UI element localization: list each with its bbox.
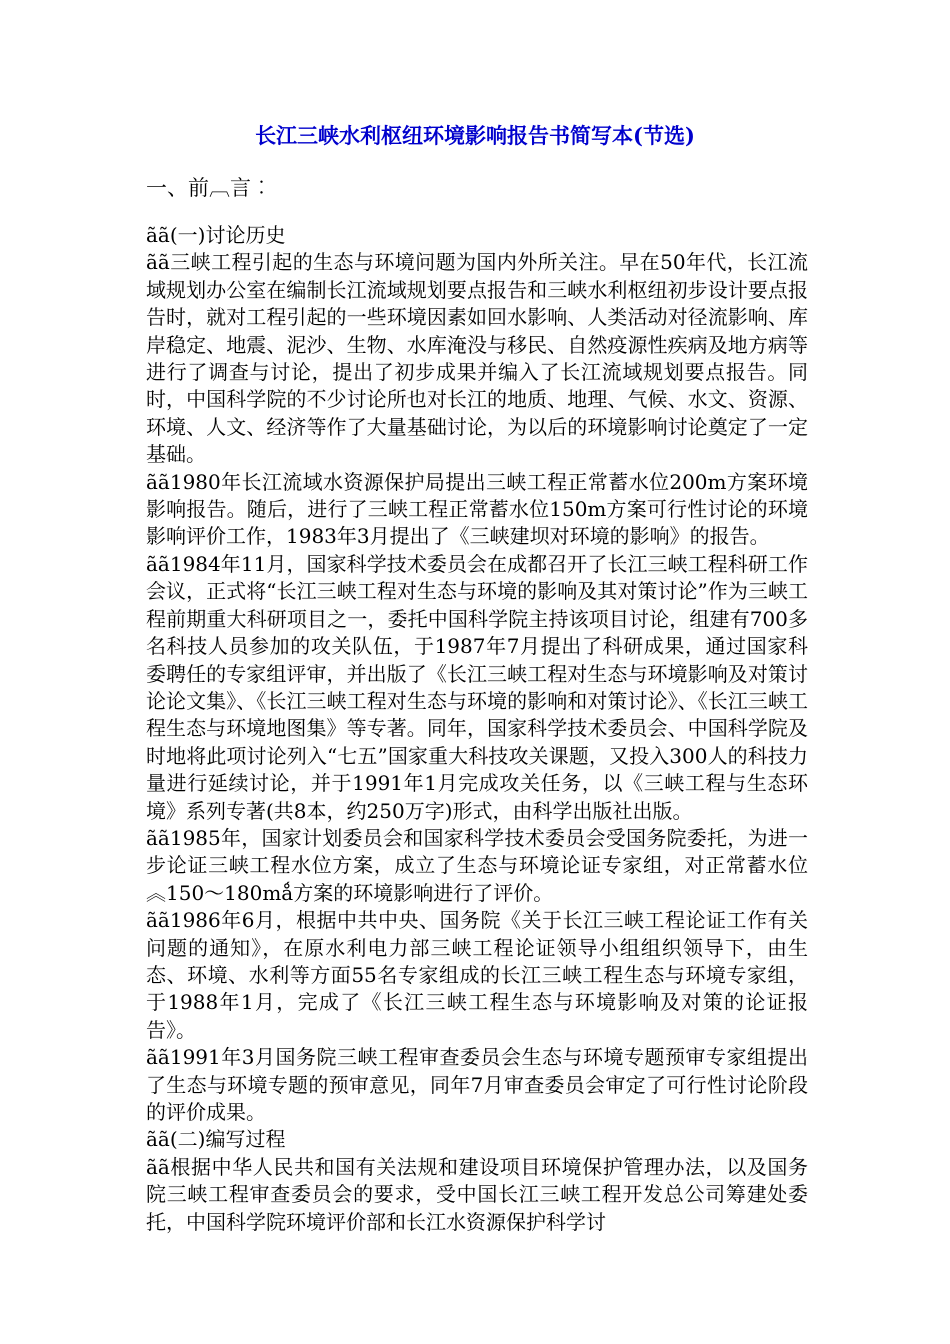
paragraph: ãã1985年，国家计划委员会和国家科学技术委员会受国务院委托，为进一步论证三峡工程水位方案，成立了生态与环境论证专家组，对正常蓄水位︽150～180mǻ方案的环境影响进行了评价。 bbox=[146, 825, 808, 905]
paragraph: ãã1991年3月国务院三峡工程审查委员会生态与环境专题预审专家组提出了生态与环境专题的预审意见，同年7月审查委员会审定了可行性讨论阶段的评价成果。 bbox=[146, 1045, 808, 1124]
paragraph: ãã1986年6月，根据中共中央、国务院《关于长江三峡工程论证工作有关问题的通知》，在原水利电力部三峡工程论证领导小组组织领导下，由生态、环境、水利等方面55名专家组成的长江三峡工程生态与环境专家组，于1988年1月，完成了《长江三峡工程生态与环境影响及对策的论证报告》。 bbox=[146, 908, 808, 1042]
paragraph: ãã根据中华人民共和国有关法规和建设项目环境保护管理办法，以及国务院三峡工程审查委员会的要求，受中国长江三峡工程开发总公司筹建处委托，中国科学院环境评价部和长江水资源保护科学讨 bbox=[146, 1154, 808, 1234]
subheading-history: ãã(一)讨论历史 bbox=[146, 223, 286, 247]
subheading-writing-process: ãã(二)编写过程 bbox=[146, 1127, 286, 1152]
section-heading: 一、前︹言︰ bbox=[146, 176, 272, 200]
paragraph: ãã三峡工程引起的生态与环境问题为国内外所关注。早在50年代，长江流域规划办公室在编制长江流域规划要点报告和三峡水利枢纽初步设计要点报告时，就对工程引起的一些环境因素如回水影响、人类活动对径流影响、库岸稳定、地震、泥沙、生物、水库淹没与移民、自然疫源性疾病及地方病等进行了调查与讨论，提出了初步成果并编入了长江流域规划要点报告。同时，中国科学院的不少讨论所也对长江的地质、地理、气候、水文、资源、环境、人文、经济等作了大量基础讨论，为以后的环境影响讨论奠定了一定基础。 bbox=[146, 250, 808, 467]
document-title: 长江三峡水利枢纽环境影响报告书简写本(节选) bbox=[255, 123, 695, 148]
paragraph: ãã1984年11月，国家科学技术委员会在成都召开了长江三峡工程科研工作会议，正式将“长江三峡工程对生态与环境的影响及其对策讨论”作为三峡工程前期重大科研项目之一，委托中国科学院主持该项目讨论，组建有700多名科技人员参加的攻关队伍，于1987年7月提出了科研成果，通过国家科委聘任的专家组评审，并出版了《长江三峡工程对生态与环境影响及对策讨论论文集》、《长江三峡工程对生态与环境的影响和对策讨论》、《长江三峡工程生态与环境地图集》等专著。同年，国家科学技术委员会、中国科学院及时地将此项讨论列入“七五”国家重大科技攻关课题，又投入300人的科技力量进行延续讨论，并于1991年1月完成攻关任务，以《三峡工程与生态环境》系列专著(共8本，约250万字)形式，由科学出版社出版。 bbox=[146, 551, 808, 823]
paragraph: ãã1980年长江流域水资源保护局提出三峡工程正常蓄水位200m方案环境影响报告。随后，进行了三峡工程正常蓄水位150m方案可行性讨论的环境影响评价工作，1983年3月提出了《三峡建坝对环境的影响》的报告。 bbox=[146, 469, 808, 549]
document-body bbox=[146, 222, 808, 1236]
